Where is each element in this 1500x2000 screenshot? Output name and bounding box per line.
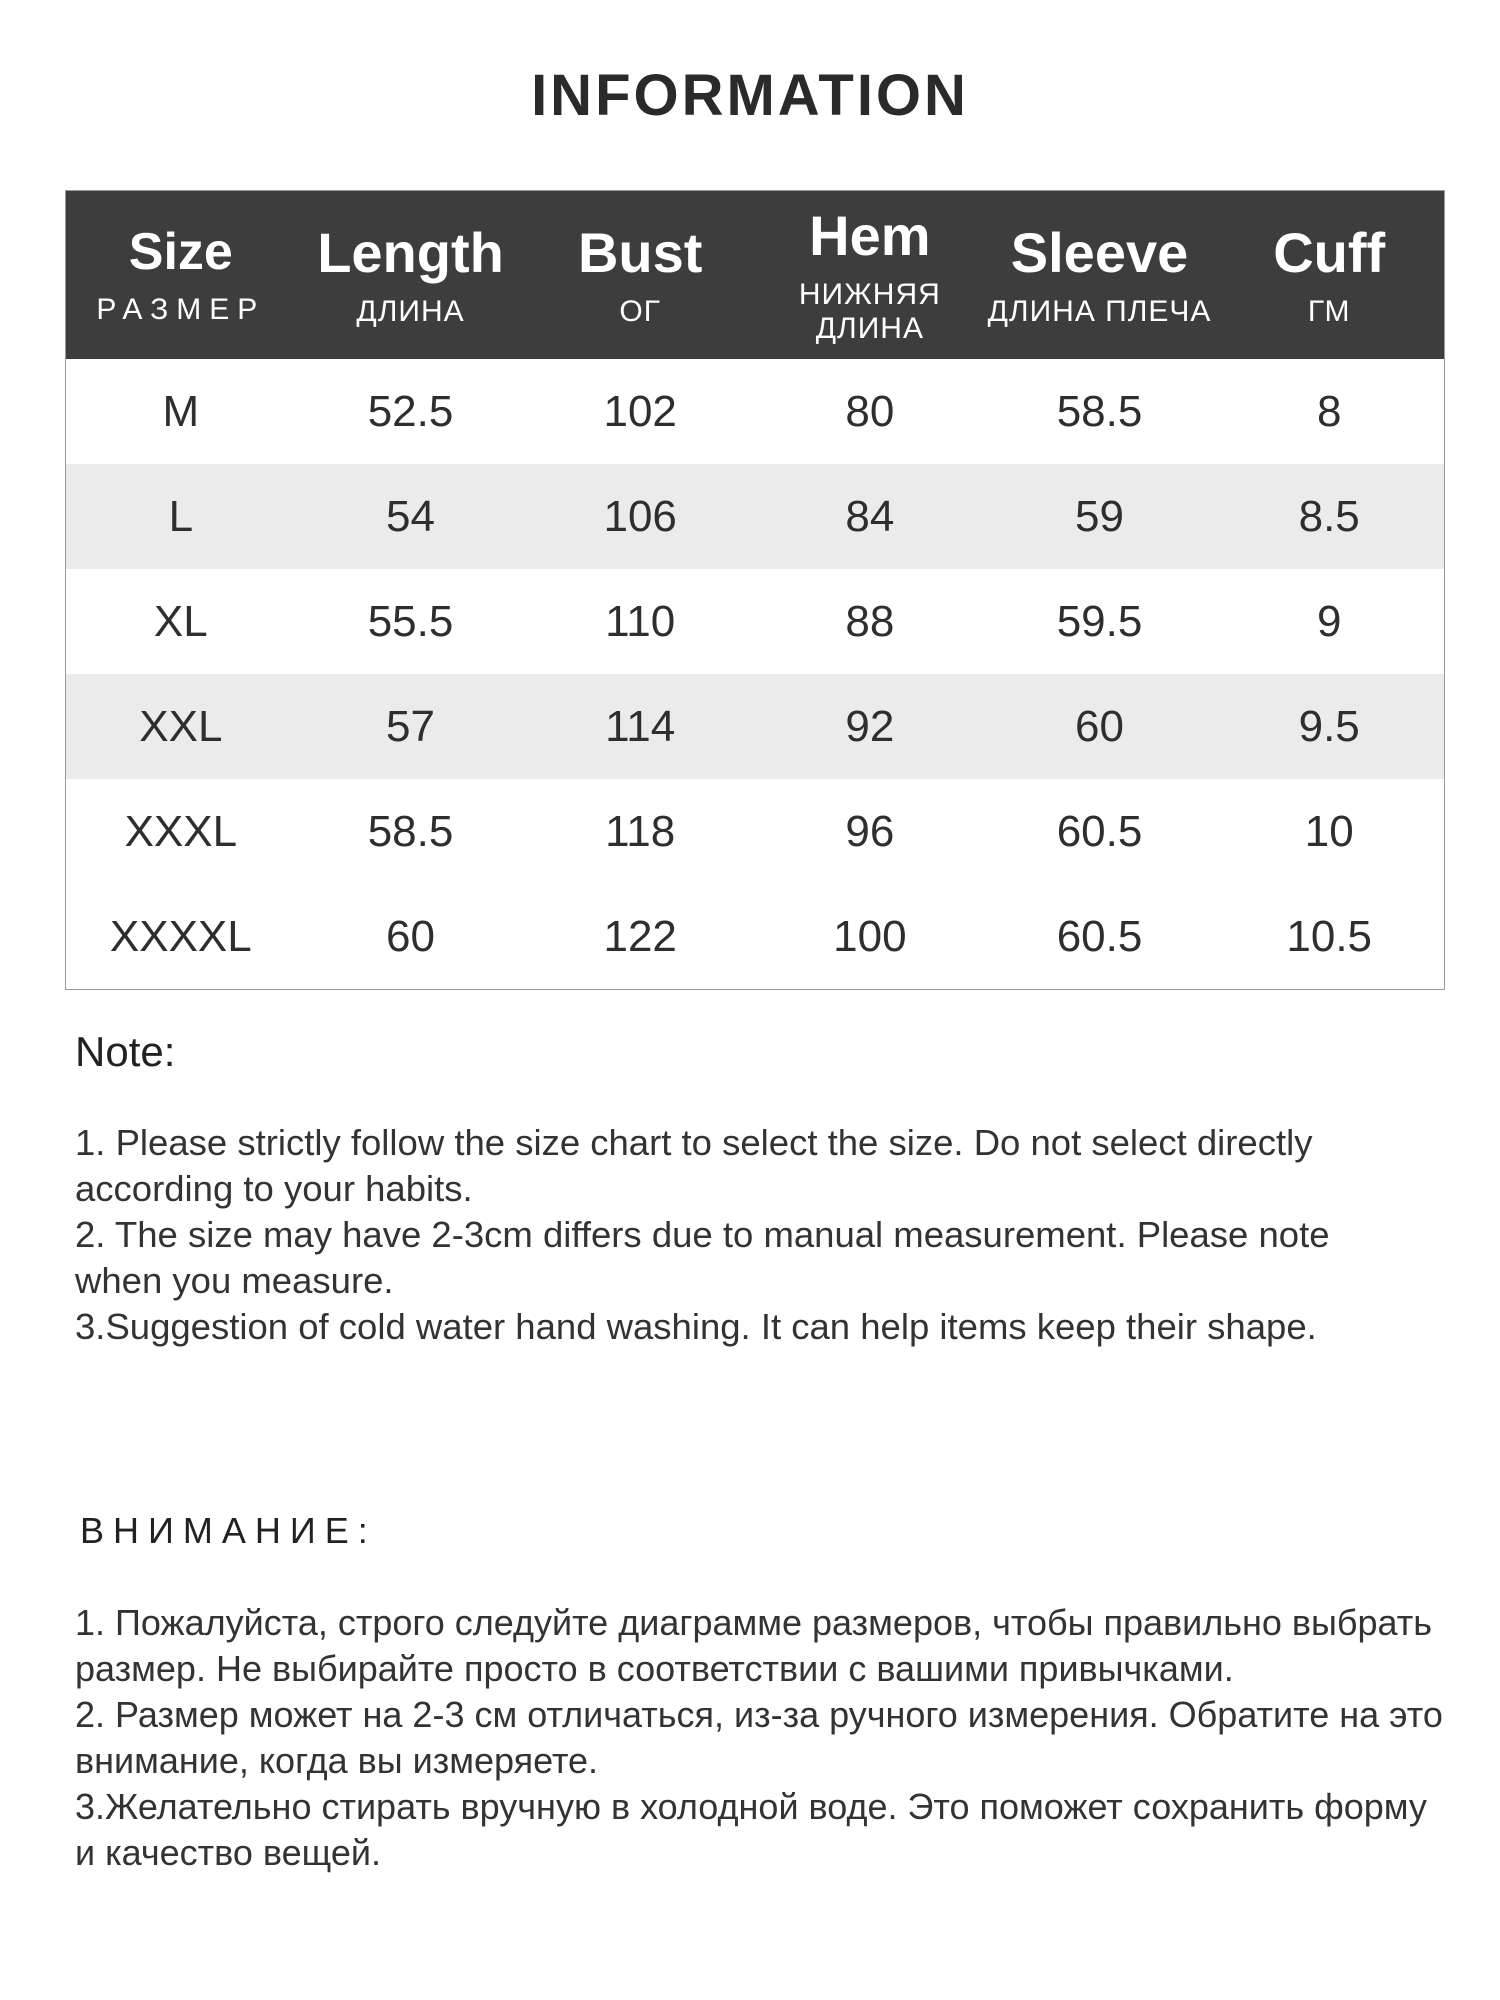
ru-note-item: 2. Размер может на 2-3 см отличаться, из-за ручного измерения. Обратите на это внимание, когда вы измеряете. (75, 1694, 1443, 1781)
length-cell: 52.5 (367, 386, 454, 436)
column-label-ru: РАЗМЕР (96, 292, 266, 326)
size-chart-table (65, 190, 1445, 990)
size-cell: XL (153, 596, 208, 646)
table-row (66, 359, 1444, 464)
column-label-en: Sleeve (1010, 220, 1189, 284)
cuff-cell: 8.5 (1298, 491, 1360, 541)
table-row (66, 674, 1444, 779)
bust-cell: 122 (603, 911, 677, 961)
cuff-cell: 10 (1304, 806, 1354, 856)
ru-note-item: 1. Пожалуйста, строго следуйте диаграмме размеров, чтобы правильно выбрать размер. Не выбирайте просто в соответствии с вашими привычками. (75, 1602, 1433, 1689)
page-title: INFORMATION (531, 63, 969, 128)
note-heading: Note: (75, 1028, 176, 1075)
column-label-ru: ОГ (619, 295, 661, 329)
sleeve-cell: 58.5 (1056, 386, 1143, 436)
table-row (66, 464, 1444, 569)
hem-cell: 80 (845, 386, 895, 436)
size-cell: L (168, 491, 194, 541)
table-row (66, 779, 1444, 884)
column-header-length (296, 191, 526, 359)
sleeve-cell: 60.5 (1056, 806, 1143, 856)
hem-cell: 92 (845, 701, 895, 751)
sleeve-cell: 59.5 (1056, 596, 1143, 646)
size-cell: XXXXL (109, 911, 252, 961)
ru-note-heading: ВНИМАНИЕ: (80, 1510, 377, 1551)
ru-note-list (75, 1600, 1455, 1876)
note-list (75, 1120, 1415, 1350)
column-label-ru: ГМ (1307, 295, 1351, 329)
column-label-en: Size (128, 223, 233, 282)
bust-cell: 102 (603, 386, 677, 436)
column-label-ru: НИЖНЯЯ ДЛИНА (798, 278, 941, 346)
column-header-bust (525, 191, 755, 359)
column-label-en: Hem (809, 203, 931, 267)
note-item: 1. Please strictly follow the size chart to select the size. Do not select directly according to your habits. (75, 1122, 1313, 1209)
bust-cell: 106 (603, 491, 677, 541)
column-label-ru: ДЛИНА ПЛЕЧА (987, 295, 1212, 329)
size-cell: M (162, 386, 200, 436)
column-label-ru: ДЛИНА (356, 295, 465, 329)
table-header (66, 191, 1444, 359)
column-label-en: Length (317, 220, 504, 284)
hem-cell: 84 (845, 491, 895, 541)
column-label-en: Bust (577, 220, 703, 284)
length-cell: 54 (386, 491, 435, 541)
length-cell: 55.5 (367, 596, 454, 646)
length-cell: 57 (386, 701, 435, 751)
column-header-hem (755, 191, 985, 359)
bust-cell: 114 (605, 701, 676, 751)
sleeve-cell: 60.5 (1056, 911, 1143, 961)
cuff-cell: 9.5 (1298, 701, 1360, 751)
sleeve-cell: 60 (1075, 701, 1124, 751)
cuff-cell: 10.5 (1286, 911, 1373, 961)
bust-cell: 110 (605, 596, 676, 646)
ru-note-item: 3.Желательно стирать вручную в холодной воде. Это поможет сохранить форму и качество вещей. (75, 1786, 1427, 1873)
sleeve-cell: 59 (1075, 491, 1124, 541)
note-item: 2. The size may have 2-3cm differs due to manual measurement. Please note when you measure. (75, 1214, 1330, 1301)
bust-cell: 118 (605, 806, 676, 856)
length-cell: 60 (386, 911, 435, 961)
cuff-cell: 9 (1316, 596, 1342, 646)
hem-cell: 96 (845, 806, 895, 856)
size-cell: XXXL (124, 806, 238, 856)
hem-cell: 88 (845, 596, 895, 646)
hem-cell: 100 (833, 911, 907, 961)
size-cell: XXL (139, 701, 223, 751)
table-row (66, 884, 1444, 989)
table-row (66, 569, 1444, 674)
cuff-cell: 8 (1316, 386, 1342, 436)
column-header-cuff (1214, 191, 1444, 359)
column-label-en: Cuff (1273, 220, 1386, 284)
note-item: 3.Suggestion of cold water hand washing. It can help items keep their shape. (75, 1306, 1317, 1347)
column-header-size (66, 191, 296, 359)
column-header-sleeve (985, 191, 1215, 359)
length-cell: 58.5 (367, 806, 454, 856)
